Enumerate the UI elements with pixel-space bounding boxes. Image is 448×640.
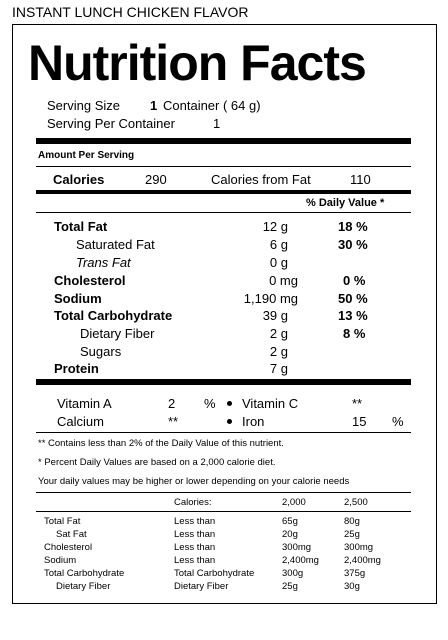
- ref-table-header-2000: 2,000: [282, 497, 306, 508]
- servings-per-container-value: 1: [213, 116, 221, 131]
- ref-row-2500: 2,400mg: [344, 555, 381, 566]
- serving-size-label: Serving Size: [47, 98, 120, 113]
- iron-unit: %: [392, 414, 404, 429]
- nutrient-name-dietary-fiber: Dietary Fiber: [80, 326, 155, 341]
- nutrient-name-sugars: Sugars: [80, 344, 122, 359]
- nutrient-name-total-carbohydrate: Total Carbohydrate: [54, 308, 173, 323]
- nutrient-amount-trans-fat: 0 g: [269, 255, 288, 270]
- calcium-label: Calcium: [57, 414, 104, 429]
- ref-row-2000: 65g: [282, 516, 298, 527]
- calories-from-fat-label: Calories from Fat: [211, 172, 311, 187]
- ref-row-2000: 25g: [282, 581, 298, 592]
- nutrient-dv-dietary-fiber: 8 %: [343, 326, 366, 341]
- ref-row-label: Sat Fat: [56, 529, 87, 540]
- calories-from-fat-value: 110: [350, 172, 371, 187]
- vitamin-a-label: Vitamin A: [57, 396, 112, 411]
- nutrient-amount-sodium: 1,190 mg: [243, 291, 298, 306]
- label-title: Nutrition Facts: [28, 35, 366, 91]
- ref-row-label: Total Fat: [44, 516, 81, 527]
- thin-rule: [36, 212, 411, 213]
- calories-label: Calories: [53, 172, 105, 187]
- ref-row-qualifier: Less than: [174, 516, 216, 527]
- ref-row-label: Cholesterol: [44, 542, 93, 553]
- nutrient-name-total-fat: Total Fat: [54, 219, 108, 234]
- vitamin-c-value: **: [352, 396, 363, 411]
- vitamin-a-unit: %: [204, 396, 216, 411]
- nutrient-name-sodium: Sodium: [54, 291, 102, 306]
- ref-row-2000: 300g: [282, 568, 304, 579]
- footnote-daily-values: * Percent Daily Values are based on a 2,000 calorie diet.: [38, 457, 276, 468]
- calcium-value: **: [168, 414, 179, 429]
- ref-row-label: Total Carbohydrate: [44, 568, 125, 579]
- nutrient-amount-total-carbohydrate: 39 g: [262, 308, 288, 323]
- thin-rule: [36, 432, 411, 433]
- thin-rule: [36, 166, 411, 167]
- nutrient-amount-cholesterol: 0 mg: [269, 273, 298, 288]
- ref-row-2500: 30g: [344, 581, 360, 592]
- bullet-icon: [227, 401, 232, 406]
- nutrient-dv-sodium: 50 %: [338, 291, 368, 306]
- nutrient-amount-saturated-fat: 6 g: [269, 237, 288, 252]
- ref-table-header-calories: Calories:: [174, 497, 212, 508]
- footnote-less-than-2: ** Contains less than 2% of the Daily Value of this nutrient.: [38, 438, 284, 449]
- vitamin-c-label: Vitamin C: [242, 396, 299, 411]
- calories-value: 290: [145, 172, 167, 187]
- vitamin-a-value: 2: [168, 396, 176, 411]
- medium-rule: [36, 190, 411, 194]
- nutrient-dv-cholesterol: 0 %: [343, 273, 366, 288]
- ref-row-2000: 300mg: [282, 542, 312, 553]
- iron-value: 15: [352, 414, 367, 429]
- nutrient-name-saturated-fat: Saturated Fat: [76, 237, 155, 252]
- ref-row-qualifier: Less than: [174, 529, 216, 540]
- nutrient-name-cholesterol: Cholesterol: [54, 273, 126, 288]
- ref-row-2000: 2,400mg: [282, 555, 319, 566]
- thin-rule: [36, 511, 411, 512]
- product-title: INSTANT LUNCH CHICKEN FLAVOR: [12, 4, 249, 20]
- serving-size-value: 1: [150, 98, 158, 113]
- thick-rule: [36, 379, 411, 385]
- daily-value-header: % Daily Value *: [306, 197, 385, 209]
- nutrient-amount-dietary-fiber: 2 g: [269, 326, 288, 341]
- ref-row-qualifier: Total Carbohydrate: [174, 568, 255, 579]
- ref-row-qualifier: Dietary Fiber: [174, 581, 229, 592]
- servings-per-container-label: Serving Per Container: [47, 116, 175, 131]
- nutrient-name-trans-fat: Trans Fat: [76, 255, 131, 270]
- ref-row-label: Sodium: [44, 555, 77, 566]
- ref-row-qualifier: Less than: [174, 555, 216, 566]
- nutrient-amount-sugars: 2 g: [269, 344, 288, 359]
- thin-rule: [36, 492, 411, 493]
- ref-row-2500: 25g: [344, 529, 360, 540]
- nutrient-dv-total-carbohydrate: 13 %: [338, 308, 368, 323]
- ref-row-2500: 300mg: [344, 542, 374, 553]
- ref-table-header-2500: 2,500: [344, 497, 368, 508]
- nutrient-dv-saturated-fat: 30 %: [338, 237, 368, 252]
- nutrient-dv-total-fat: 18 %: [338, 219, 368, 234]
- nutrient-amount-total-fat: 12 g: [262, 219, 288, 234]
- ref-row-qualifier: Less than: [174, 542, 216, 553]
- footnote-calorie-needs: Your daily values may be higher or lower depending on your calorie needs: [38, 476, 350, 487]
- ref-row-label: Dietary Fiber: [56, 581, 111, 592]
- ref-row-2500: 375g: [344, 568, 366, 579]
- bullet-icon: [227, 419, 232, 424]
- nutrient-name-protein: Protein: [54, 361, 99, 376]
- serving-size-unit: Container ( 64 g): [163, 98, 261, 113]
- thick-rule: [36, 138, 411, 144]
- amount-per-serving: Amount Per Serving: [38, 150, 135, 161]
- iron-label: Iron: [242, 414, 265, 429]
- nutrient-amount-protein: 7 g: [269, 361, 288, 376]
- ref-row-2000: 20g: [282, 529, 298, 540]
- ref-row-2500: 80g: [344, 516, 360, 527]
